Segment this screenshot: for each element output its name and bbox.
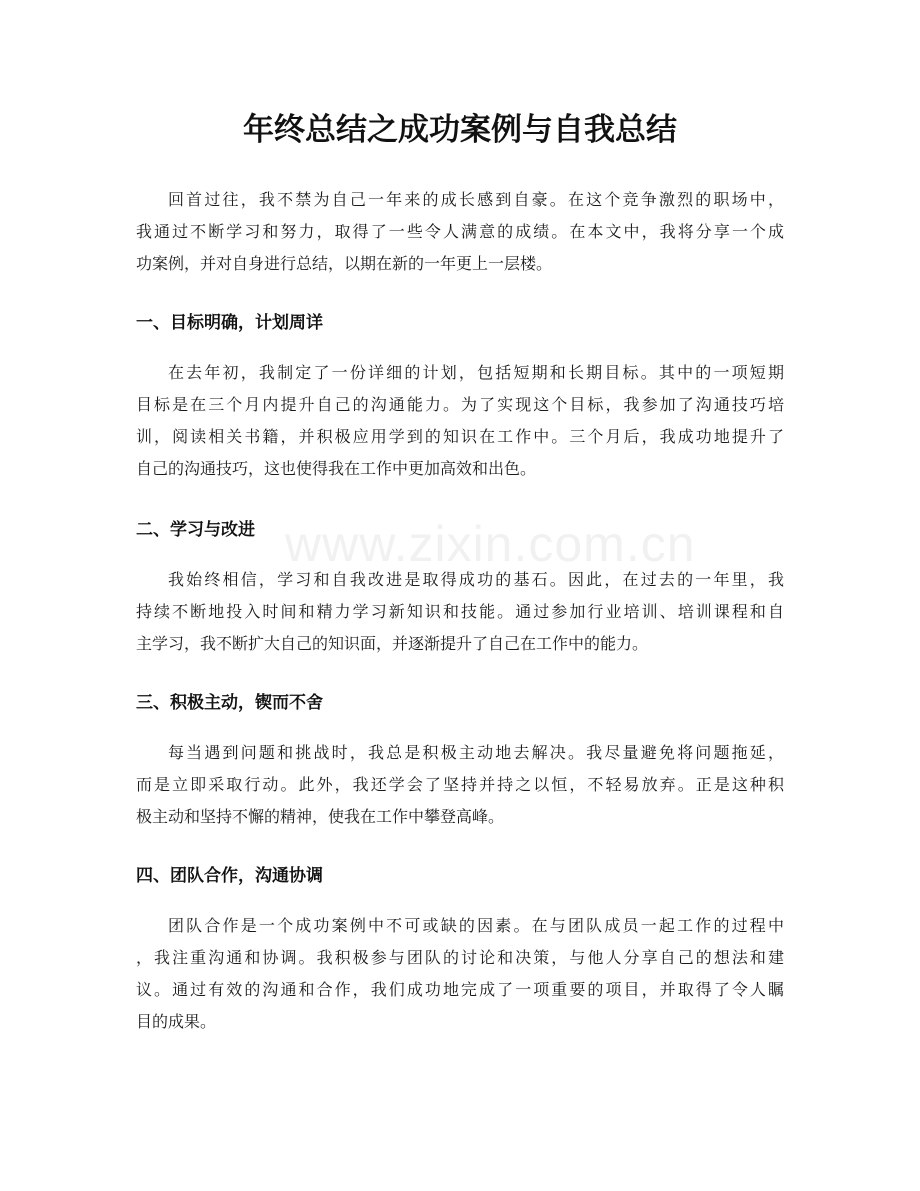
section-paragraph bbox=[136, 737, 784, 833]
paragraph-line: 我始终相信，学习和自我改进是取得成功的基石。因此，在过去的一年里，我 bbox=[168, 570, 784, 589]
paragraph-line: 自己的沟通技巧，这也使得我在工作中更加高效和出色。 bbox=[136, 459, 537, 478]
section-heading: 三、积极主动，锲而不舍 bbox=[136, 693, 323, 713]
paragraph-line: 回首过往，我不禁为自己一年来的成长感到自豪。在这个竞争激烈的职场中， bbox=[168, 190, 784, 209]
paragraph-line: 持续不断地投入时间和精力学习新知识和技能。通过参加行业培训、培训课程和自 bbox=[136, 602, 784, 621]
section-paragraph bbox=[136, 564, 784, 660]
paragraph-line: 主学习，我不断扩大自己的知识面，并逐渐提升了自己在工作中的能力。 bbox=[136, 634, 649, 653]
paragraph-line: 目的成果。 bbox=[136, 1012, 217, 1031]
paragraph-line: 每当遇到问题和挑战时，我总是积极主动地去解决。我尽量避免将问题拖延， bbox=[168, 743, 784, 762]
paragraph-line: 极主动和坚持不懈的精神，使我在工作中攀登高峰。 bbox=[136, 807, 505, 826]
section-heading: 一、目标明确，计划周详 bbox=[136, 313, 323, 333]
section-paragraph bbox=[136, 357, 784, 485]
intro-paragraph bbox=[136, 184, 784, 280]
paragraph-line: 训，阅读相关书籍，并积极应用学到的知识在工作中。三个月后，我成功地提升了 bbox=[136, 427, 784, 446]
paragraph-line: 功案例，并对自身进行总结，以期在新的一年更上一层楼。 bbox=[136, 254, 553, 273]
paragraph-line: 而是立即采取行动。此外，我还学会了坚持并持之以恒，不轻易放弃。正是这种积 bbox=[136, 775, 784, 794]
paragraph-line: 目标是在三个月内提升自己的沟通能力。为了实现这个目标，我参加了沟通技巧培 bbox=[136, 395, 784, 414]
section-paragraph bbox=[136, 910, 784, 1038]
paragraph-line: 我通过不断学习和努力，取得了一些令人满意的成绩。在本文中，我将分享一个成 bbox=[136, 222, 784, 241]
paragraph-line: 在去年初，我制定了一份详细的计划，包括短期和长期目标。其中的一项短期 bbox=[168, 363, 784, 382]
document-title: 年终总结之成功案例与自我总结 bbox=[243, 112, 677, 148]
section-heading: 二、学习与改进 bbox=[136, 520, 255, 540]
paragraph-line: ，我注重沟通和协调。我积极参与团队的讨论和决策，与他人分享自己的想法和建 bbox=[136, 948, 784, 967]
watermark: www.zixin.com.cn bbox=[285, 516, 696, 572]
section-heading: 四、团队合作，沟通协调 bbox=[136, 866, 323, 886]
paragraph-line: 团队合作是一个成功案例中不可或缺的因素。在与团队成员一起工作的过程中 bbox=[168, 916, 784, 935]
paragraph-line: 议。通过有效的沟通和合作，我们成功地完成了一项重要的项目，并取得了令人瞩 bbox=[136, 980, 784, 999]
